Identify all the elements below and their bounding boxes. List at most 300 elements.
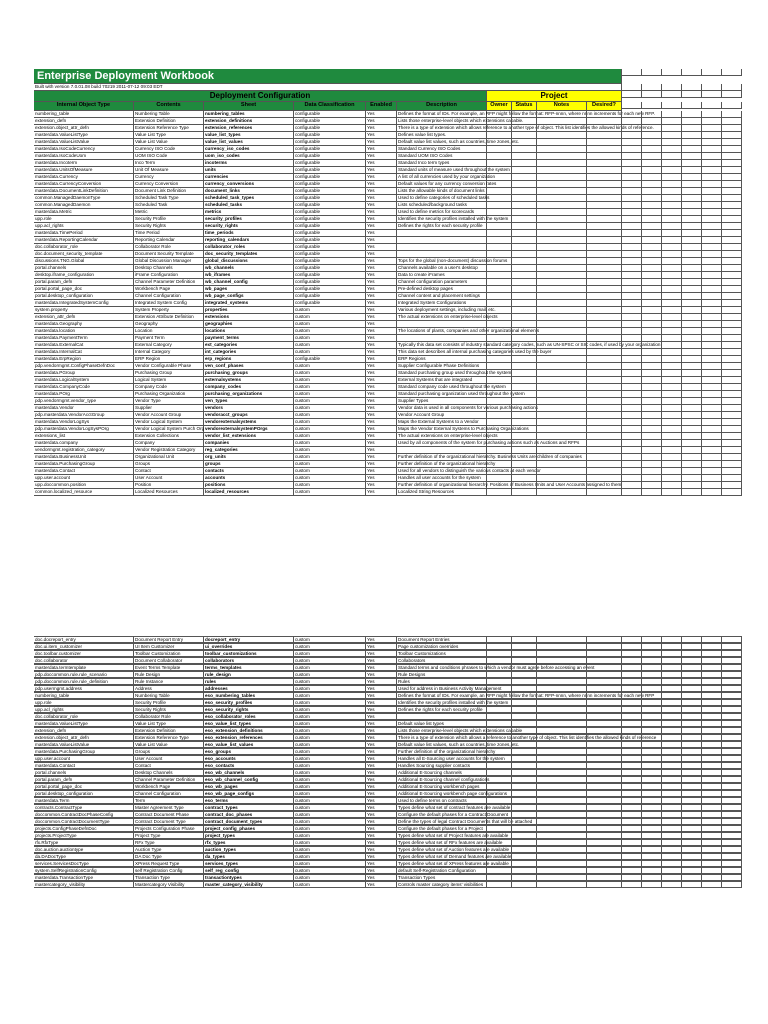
cell-description[interactable]: Configure the default phases for a Contract Document (398, 812, 509, 817)
cell[interactable] (642, 111, 662, 118)
cell[interactable] (722, 643, 742, 650)
cell[interactable] (587, 188, 622, 195)
cell-contents[interactable]: Address (134, 685, 204, 692)
cell[interactable] (722, 391, 742, 398)
cell-enabled[interactable]: Yes (366, 825, 397, 832)
cell-sheet[interactable]: global_discussions (204, 258, 294, 265)
cell-enabled[interactable]: Yes (366, 762, 397, 769)
cell-enabled[interactable]: Yes (366, 783, 397, 790)
cell-data-classification[interactable]: configurable (294, 146, 366, 153)
cell[interactable] (512, 657, 537, 664)
cell[interactable] (512, 223, 537, 230)
cell[interactable] (622, 713, 642, 720)
cell-enabled[interactable]: Yes (366, 657, 397, 664)
cell[interactable] (622, 734, 642, 741)
cell[interactable] (537, 279, 587, 286)
cell[interactable] (642, 426, 662, 433)
cell[interactable] (662, 181, 682, 188)
cell[interactable] (722, 790, 742, 797)
cell[interactable] (682, 132, 702, 139)
cell[interactable] (587, 482, 622, 489)
cell-internal-object-type[interactable]: extension.object_attr_defn (34, 734, 134, 741)
cell[interactable] (537, 482, 587, 489)
cell-internal-object-type[interactable]: portal.channels (34, 769, 134, 776)
cell[interactable] (662, 102, 682, 109)
cell[interactable] (642, 125, 662, 132)
cell-description[interactable] (397, 237, 487, 244)
cell[interactable] (702, 678, 722, 685)
cell[interactable] (722, 321, 742, 328)
cell-contents[interactable]: UI Item Customizer (134, 643, 204, 650)
cell[interactable] (622, 832, 642, 839)
cell[interactable] (702, 293, 722, 300)
cell[interactable] (662, 195, 682, 202)
column-header-owner[interactable]: Owner (487, 102, 512, 111)
cell[interactable] (642, 153, 662, 160)
cell[interactable] (537, 188, 587, 195)
cell-description[interactable]: Standard units of measure used throughout the system (398, 167, 510, 172)
cell-internal-object-type[interactable]: upp.user.account (34, 475, 134, 482)
cell-data-classification[interactable]: custom (294, 755, 366, 762)
cell[interactable] (512, 755, 537, 762)
cell-internal-object-type[interactable]: masterdata.ValueListValue (34, 139, 134, 146)
cell-data-classification[interactable]: custom (294, 790, 366, 797)
cell-sheet[interactable]: ui_overrides (204, 643, 294, 650)
cell[interactable] (587, 755, 622, 762)
cell-sheet[interactable]: rfx_types (204, 839, 294, 846)
cell[interactable] (512, 237, 537, 244)
cell[interactable] (682, 111, 702, 118)
cell[interactable] (702, 384, 722, 391)
cell[interactable] (642, 671, 662, 678)
cell[interactable] (642, 440, 662, 447)
cell-enabled[interactable]: Yes (366, 405, 397, 412)
cell[interactable] (587, 748, 622, 755)
cell[interactable] (662, 447, 682, 454)
cell-internal-object-type[interactable]: numbering_table (34, 692, 134, 699)
cell-description[interactable]: Standard purchasing group used throughout the system (398, 370, 512, 375)
cell-internal-object-type[interactable]: upp.user.account (34, 755, 134, 762)
cell[interactable] (512, 867, 537, 874)
cell[interactable] (722, 475, 742, 482)
cell[interactable] (722, 91, 742, 98)
cell-contents[interactable]: Currency (134, 174, 204, 181)
cell-internal-object-type[interactable]: common.localized_resource (34, 489, 134, 496)
cell-description[interactable]: Define the types of legal Contract Documents that will be attached (398, 819, 533, 824)
cell-contents[interactable]: Vendor Logical System Purch Org (135, 426, 205, 431)
cell-enabled[interactable]: Yes (366, 881, 397, 888)
cell[interactable] (487, 265, 512, 272)
cell[interactable] (537, 237, 587, 244)
cell[interactable] (722, 461, 742, 468)
cell-enabled[interactable]: Yes (366, 412, 397, 419)
cell[interactable] (722, 398, 742, 405)
column-header-data-classification[interactable]: Data Classification (294, 102, 366, 111)
cell-enabled[interactable]: Yes (366, 811, 397, 818)
cell[interactable] (662, 741, 682, 748)
cell-sheet[interactable]: scheduled_task_types (204, 195, 294, 202)
cell-description[interactable]: Configure the default phases for a Project (397, 825, 487, 832)
cell-sheet[interactable]: incoterms (204, 160, 294, 167)
cell[interactable] (642, 867, 662, 874)
cell[interactable] (682, 825, 702, 832)
cell[interactable] (702, 91, 722, 98)
cell-internal-object-type[interactable]: masterdata.PurchasingGroup (34, 748, 134, 755)
cell-description[interactable]: Types define what set of XPress features are available (398, 861, 509, 866)
cell-description[interactable]: Integrated System Configurations (397, 300, 487, 307)
cell[interactable] (722, 216, 742, 223)
cell[interactable] (587, 349, 622, 356)
cell[interactable] (587, 643, 622, 650)
cell-data-classification[interactable]: custom (294, 482, 366, 489)
cell[interactable] (642, 461, 662, 468)
cell-sheet[interactable]: project_config_phases (204, 825, 294, 832)
cell-contents[interactable]: Projects Configuration Phase (134, 825, 204, 832)
cell[interactable] (537, 377, 587, 384)
cell-contents[interactable]: Auction Type (134, 846, 204, 853)
cell-description[interactable]: Channel content and placement settings (397, 293, 487, 300)
cell-description[interactable]: Vendor data is used in all components for various purchasing actions (398, 405, 538, 410)
cell-contents[interactable]: Contact (134, 762, 204, 769)
cell[interactable] (702, 335, 722, 342)
cell[interactable] (722, 286, 742, 293)
cell-internal-object-type[interactable]: system.property (34, 307, 134, 314)
cell-sheet[interactable]: collaborator_roles (204, 244, 294, 251)
cell-contents[interactable]: Extension Collections (134, 433, 204, 440)
cell-contents[interactable]: Workbench Page (134, 783, 204, 790)
cell[interactable] (537, 461, 587, 468)
cell-description[interactable]: default Self-Registration Configuration (397, 867, 487, 874)
cell[interactable] (487, 244, 512, 251)
cell[interactable] (487, 209, 512, 216)
cell[interactable] (662, 356, 682, 363)
cell[interactable] (487, 699, 512, 706)
cell[interactable] (682, 769, 702, 776)
cell[interactable] (487, 356, 512, 363)
cell[interactable] (662, 384, 682, 391)
cell-contents[interactable]: Time Period (134, 230, 204, 237)
cell[interactable] (537, 734, 587, 741)
cell[interactable] (702, 643, 722, 650)
cell[interactable] (487, 825, 512, 832)
cell[interactable] (622, 720, 642, 727)
cell[interactable] (622, 202, 642, 209)
cell-data-classification[interactable]: custom (294, 475, 366, 482)
cell-contents[interactable]: Security Rights (134, 706, 204, 713)
cell[interactable] (642, 783, 662, 790)
cell-description[interactable]: Default value list types (397, 720, 487, 727)
cell[interactable] (682, 461, 702, 468)
cell-internal-object-type[interactable]: masterdata.ExternalCat (34, 342, 134, 349)
cell-internal-object-type[interactable]: portal.desktop_configuration (34, 293, 134, 300)
cell[interactable] (512, 209, 537, 216)
cell[interactable] (662, 727, 682, 734)
cell[interactable] (702, 265, 722, 272)
cell-description[interactable]: Used for address in Business Activity Management (398, 686, 502, 691)
cell-data-classification[interactable]: configurable (294, 160, 366, 167)
cell-data-classification[interactable]: custom (294, 335, 366, 342)
cell[interactable] (622, 447, 642, 454)
cell[interactable] (622, 174, 642, 181)
cell-sheet[interactable]: vendoracct_groups (204, 412, 294, 419)
cell-sheet[interactable]: security_profiles (204, 216, 294, 223)
cell[interactable] (512, 832, 537, 839)
cell[interactable] (662, 489, 682, 496)
cell[interactable] (642, 643, 662, 650)
cell[interactable] (642, 706, 662, 713)
cell[interactable] (622, 657, 642, 664)
cell[interactable] (682, 251, 702, 258)
cell[interactable] (622, 727, 642, 734)
cell-sheet[interactable]: project_types (204, 832, 294, 839)
cell[interactable] (702, 874, 722, 881)
cell[interactable] (702, 755, 722, 762)
cell-data-classification[interactable]: custom (294, 860, 366, 867)
cell-data-classification[interactable]: configurable (294, 125, 366, 132)
cell[interactable] (662, 349, 682, 356)
cell[interactable] (487, 426, 512, 433)
cell-description[interactable]: Types define what set of Project features are available (398, 833, 509, 838)
cell-enabled[interactable]: Yes (366, 167, 397, 174)
cell-enabled[interactable]: Yes (366, 853, 397, 860)
cell-enabled[interactable]: Yes (366, 293, 397, 300)
cell[interactable] (722, 426, 742, 433)
cell-data-classification[interactable]: custom (294, 713, 366, 720)
cell-sheet[interactable]: eso_value_list_types (204, 720, 294, 727)
cell-enabled[interactable]: Yes (366, 671, 397, 678)
cell-sheet[interactable]: uom_iso_codes (204, 153, 294, 160)
cell[interactable] (622, 84, 642, 91)
cell-sheet[interactable]: externalsystems (204, 377, 294, 384)
cell[interactable] (642, 251, 662, 258)
cell[interactable] (722, 69, 742, 76)
cell-internal-object-type[interactable]: portal.param_defn (34, 279, 134, 286)
cell[interactable] (702, 475, 722, 482)
cell-description[interactable]: The locations of plants, companies and other organizational elements (398, 328, 540, 333)
cell[interactable] (682, 776, 702, 783)
cell[interactable] (702, 174, 722, 181)
cell[interactable] (662, 377, 682, 384)
cell-description[interactable]: Defines the format of IDs. For example, an RFP might follow the format: RFP-nnnn, where nnnn increments for each new RFP. (398, 111, 655, 116)
cell[interactable] (642, 748, 662, 755)
cell[interactable] (702, 377, 722, 384)
cell-internal-object-type[interactable]: extension_defn (34, 118, 134, 125)
cell[interactable] (587, 370, 622, 377)
cell[interactable] (587, 783, 622, 790)
cell-sheet[interactable]: contract_types (204, 804, 294, 811)
cell[interactable] (537, 797, 587, 804)
cell-contents[interactable]: Contract Document Phase (134, 811, 204, 818)
cell[interactable] (662, 874, 682, 881)
cell[interactable] (722, 867, 742, 874)
cell[interactable] (702, 102, 722, 109)
cell[interactable] (662, 132, 682, 139)
cell-description[interactable]: The actual extensions on enterprise-level objects (398, 433, 498, 438)
cell-contents[interactable]: Security Profile (134, 216, 204, 223)
cell-data-classification[interactable]: configurable (294, 223, 366, 230)
cell[interactable] (682, 678, 702, 685)
cell-description[interactable]: Pre-defined desktop pages (397, 286, 487, 293)
cell[interactable] (642, 776, 662, 783)
cell[interactable] (587, 454, 622, 461)
cell[interactable] (662, 342, 682, 349)
cell-enabled[interactable]: Yes (366, 377, 397, 384)
cell-description[interactable]: External Systems that are integrated (397, 377, 487, 384)
cell-description[interactable]: Used for all vendors to distinguish the various contacts at each vendor (398, 468, 541, 473)
cell-contents[interactable]: Currency ISO Code (134, 146, 204, 153)
cell[interactable] (512, 475, 537, 482)
cell[interactable] (487, 440, 512, 447)
cell[interactable] (682, 195, 702, 202)
cell[interactable] (642, 181, 662, 188)
cell[interactable] (662, 832, 682, 839)
cell[interactable] (682, 258, 702, 265)
cell-sheet[interactable]: accounts (204, 475, 294, 482)
cell[interactable] (587, 650, 622, 657)
cell[interactable] (587, 699, 622, 706)
cell[interactable] (702, 181, 722, 188)
cell-description[interactable]: Lists those enterprise-level objects which extensions capable (398, 728, 523, 733)
cell[interactable] (702, 300, 722, 307)
cell-enabled[interactable]: Yes (366, 174, 397, 181)
cell-internal-object-type[interactable]: masterdata.ValueListType (34, 720, 134, 727)
cell[interactable] (487, 839, 512, 846)
cell[interactable] (487, 664, 512, 671)
cell[interactable] (662, 461, 682, 468)
cell[interactable] (702, 706, 722, 713)
cell[interactable] (642, 769, 662, 776)
cell-enabled[interactable]: Yes (366, 454, 397, 461)
cell[interactable] (537, 874, 587, 881)
cell-data-classification[interactable]: custom (294, 461, 366, 468)
cell-enabled[interactable]: Yes (366, 237, 397, 244)
cell-data-classification[interactable]: configurable (294, 174, 366, 181)
cell[interactable] (512, 636, 537, 643)
cell[interactable] (487, 692, 512, 699)
cell[interactable] (487, 293, 512, 300)
cell-enabled[interactable]: Yes (366, 118, 397, 125)
cell-internal-object-type[interactable]: pdp.masterdata.VendorLogSysPOrg (34, 426, 134, 433)
cell[interactable] (702, 440, 722, 447)
cell[interactable] (622, 356, 642, 363)
cell-contents[interactable]: Security Profile (134, 699, 204, 706)
cell[interactable] (622, 377, 642, 384)
cell[interactable] (722, 251, 742, 258)
cell[interactable] (702, 720, 722, 727)
cell-internal-object-type[interactable]: doc.document_security_template (34, 251, 134, 258)
cell[interactable] (622, 650, 642, 657)
cell-data-classification[interactable]: custom (294, 342, 366, 349)
cell[interactable] (537, 419, 587, 426)
cell-contents[interactable]: Scheduled Task (134, 202, 204, 209)
cell[interactable] (702, 748, 722, 755)
cell[interactable] (662, 237, 682, 244)
cell-description[interactable]: Document Report Entries (397, 636, 487, 643)
cell-data-classification[interactable]: configurable (294, 279, 366, 286)
cell[interactable] (722, 237, 742, 244)
cell-internal-object-type[interactable]: pdp.usermgmt.address (34, 685, 134, 692)
cell[interactable] (487, 230, 512, 237)
cell[interactable] (587, 412, 622, 419)
cell[interactable] (622, 272, 642, 279)
cell[interactable] (702, 202, 722, 209)
cell[interactable] (682, 272, 702, 279)
cell[interactable] (642, 118, 662, 125)
cell[interactable] (487, 762, 512, 769)
cell[interactable] (682, 433, 702, 440)
cell-internal-object-type[interactable]: masterdata.CompanyCode (34, 384, 134, 391)
cell[interactable] (587, 440, 622, 447)
cell[interactable] (722, 363, 742, 370)
cell[interactable] (487, 377, 512, 384)
cell-internal-object-type[interactable]: masterdata.VendorLogSys (34, 419, 134, 426)
cell[interactable] (662, 405, 682, 412)
cell-data-classification[interactable]: configurable (294, 237, 366, 244)
cell-description[interactable]: Standard company code used throughout the system (398, 384, 506, 389)
cell[interactable] (587, 426, 622, 433)
cell[interactable] (702, 349, 722, 356)
cell-internal-object-type[interactable]: masterdata.ValueListValue (34, 741, 134, 748)
cell[interactable] (537, 804, 587, 811)
cell[interactable] (537, 783, 587, 790)
cell-internal-object-type[interactable]: masterdata.LogicalSystem (34, 377, 134, 384)
cell-internal-object-type[interactable]: system.SelfRegistrationConfig (34, 867, 134, 874)
cell[interactable] (662, 146, 682, 153)
cell[interactable] (512, 118, 537, 125)
cell-sheet[interactable]: vendorexternalsystemPOrgs (204, 426, 294, 433)
cell[interactable] (512, 461, 537, 468)
cell[interactable] (487, 237, 512, 244)
cell[interactable] (722, 769, 742, 776)
cell[interactable] (722, 153, 742, 160)
cell[interactable] (722, 146, 742, 153)
cell[interactable] (642, 237, 662, 244)
cell-internal-object-type[interactable]: masterdata.TimePeriod (34, 230, 134, 237)
cell[interactable] (587, 279, 622, 286)
cell-description[interactable]: Handles Sourcing supplier contacts (397, 762, 487, 769)
cell[interactable] (722, 699, 742, 706)
cell[interactable] (662, 881, 682, 888)
cell[interactable] (682, 118, 702, 125)
cell-internal-object-type[interactable]: masterdata.PurchasingGroup (34, 461, 134, 468)
cell-enabled[interactable]: Yes (366, 398, 397, 405)
cell[interactable] (487, 790, 512, 797)
cell-data-classification[interactable]: custom (294, 783, 366, 790)
cell[interactable] (642, 818, 662, 825)
cell[interactable] (722, 118, 742, 125)
cell[interactable] (642, 356, 662, 363)
cell[interactable] (702, 216, 722, 223)
cell-sheet[interactable]: localized_resources (204, 489, 294, 496)
cell[interactable] (662, 748, 682, 755)
cell[interactable] (722, 720, 742, 727)
cell-enabled[interactable]: Yes (366, 440, 397, 447)
cell-enabled[interactable]: Yes (366, 244, 397, 251)
cell[interactable] (702, 111, 722, 118)
cell-contents[interactable]: Vendor Type (134, 398, 204, 405)
cell[interactable] (722, 804, 742, 811)
cell[interactable] (487, 734, 512, 741)
cell-data-classification[interactable]: configurable (294, 209, 366, 216)
cell[interactable] (682, 230, 702, 237)
cell[interactable] (622, 412, 642, 419)
cell-data-classification[interactable]: custom (294, 685, 366, 692)
cell[interactable] (722, 706, 742, 713)
cell[interactable] (512, 454, 537, 461)
cell[interactable] (722, 209, 742, 216)
cell[interactable] (537, 356, 587, 363)
cell-internal-object-type[interactable]: extension.object_attr_defn (34, 125, 134, 132)
